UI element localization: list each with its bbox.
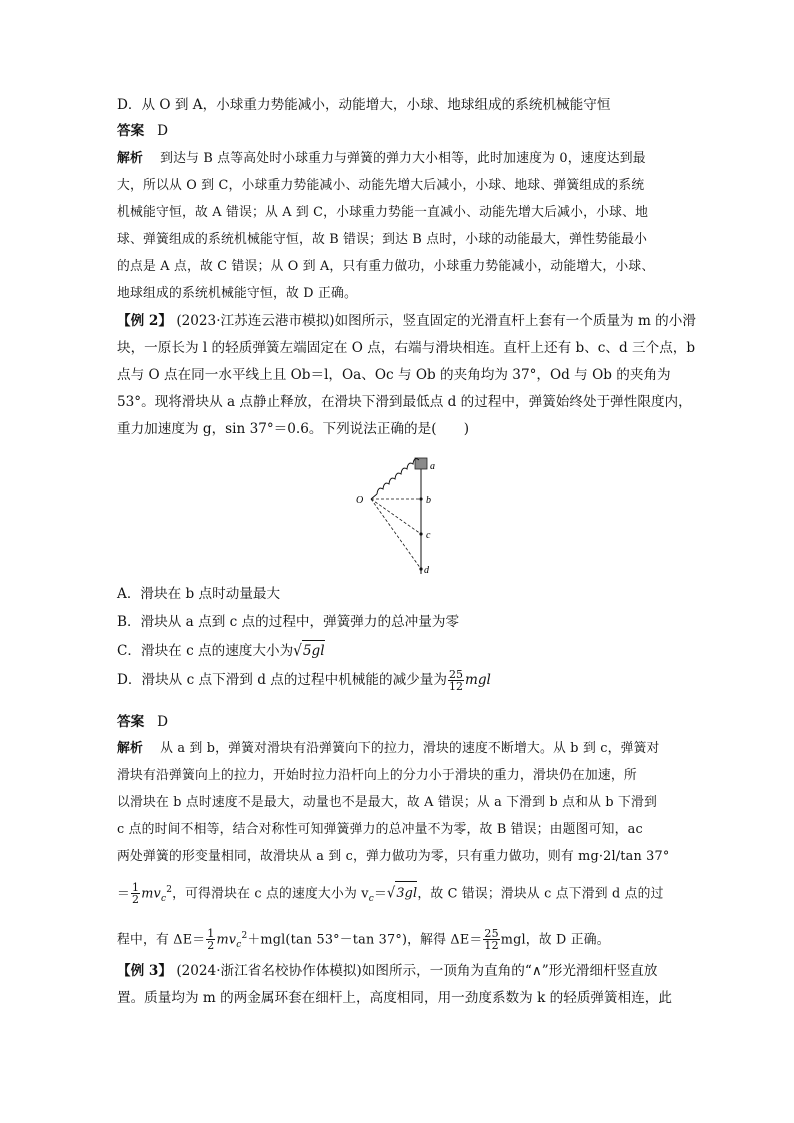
analysis-2-equation-2: 程中，有 ΔE＝ $\frac{1}{2}$ $mv_c^2+mgl(\tan$ 53°－tan 37°)，解得 ΔE＝ $\frac{25}{12}$ mgl，故 D 正确。	[117, 927, 610, 953]
option-c-root: 5gl	[302, 640, 325, 661]
option-d-fraction: $\frac{25}{12}$	[448, 668, 463, 693]
analysis-2-line: 滑块有沿弹簧向上的拉力，开始时拉力沿杆向上的分力小于滑块的重力，滑块仍在加速，所	[117, 768, 637, 783]
analysis-1-label: 解析	[117, 151, 143, 166]
example-2-line: 重力加速度为 g，sin 37°＝0.6。下列说法正确的是( )	[117, 421, 470, 437]
dashed-line-Od	[371, 499, 421, 569]
analysis-1-line: 机械能守恒，故 A 错误；从 A 到 C，小球重力势能一直减小、动能先增大后减小，小球、地	[117, 205, 649, 220]
option-c: C．滑块在 c 点的速度大小为√5gl	[117, 641, 325, 661]
spring	[371, 459, 419, 499]
label-c: c	[426, 530, 431, 541]
option-d: D．滑块从 c 点下滑到 d 点的过程中机械能的减少量为 $\frac{25}{12}$ mgl	[117, 668, 491, 693]
example-3-line: 【例 3】 (2024·浙江省名校协作体模拟)如图所示，一顶角为直角的“∧”形光滑细杆竖直放	[117, 963, 658, 979]
analysis-2-line: c 点的时间不相等，结合对称性可知弹簧弹力的总冲量不为零，故 B 错误；由题图可知，ac	[117, 822, 643, 837]
analysis-1-line: 大，所以从 O 到 C，小球重力势能减小、动能先增大后减小，小球、地球、弹簧组成的系统	[117, 178, 645, 193]
option-b: B．滑块从 a 点到 c 点的过程中，弹簧弹力的总冲量为零	[117, 614, 460, 630]
analysis-2-line: 两处弹簧的形变量相同，故滑块从 a 到 c，弹力做功为零，只有重力做功，则有 mg·2l/tan 37°	[117, 849, 670, 864]
label-O: O	[356, 495, 364, 506]
analysis-1-line: 的点是 A 点，故 C 错误；从 O 到 A，只有重力做功，小球重力势能减小，动能增大，小球、	[117, 259, 655, 274]
analysis-2-equation-1: ＝ $\frac{1}{2}$ $mv_c^2$，可得滑块在 c 点的速度大小为 $v_c=√3gl$，故 C 错误；滑块从 c 点下滑到 d 点的过	[117, 881, 664, 907]
answer-1	[117, 121, 168, 141]
analysis-2-label: 解析	[117, 741, 143, 756]
label-a: a	[430, 461, 435, 472]
answer-1-value: D	[157, 123, 169, 139]
analysis-1-line: 球、弹簧组成的系统机械能守恒，故 B 错误；到达 B 点时，小球的动能最大，弹性势能最小	[117, 232, 648, 247]
answer-1-label: 答案	[117, 123, 145, 139]
prev-option-d: D．从 O 到 A，小球重力势能减小，动能增大，小球、地球组成的系统机械能守恒	[117, 97, 611, 113]
example-3-line: 置。质量均为 m 的两金属环套在细杆上，高度相同，用一劲度系数为 k 的轻质弹簧相连，此	[117, 990, 672, 1006]
analysis-2-line: 解析 从 a 到 b，弹簧对滑块有沿弹簧向下的拉力，滑块的速度不断增大。从 b 到 c，弹簧对	[117, 741, 660, 756]
example-2-line: 点与 O 点在同一水平线上且 Ob＝l，Oa、Oc 与 Ob 的夹角均为 37°，Od 与 Ob 的夹角为	[117, 367, 671, 383]
point-b	[419, 497, 422, 500]
analysis-1-line: 地球组成的系统机械能守恒，故 D 正确。	[117, 286, 357, 301]
option-a: A．滑块在 b 点时动量最大	[117, 586, 281, 602]
slider-block	[415, 458, 427, 469]
example-2-line: 【例 2】 (2023·江苏连云港市模拟)如图所示，竖直固定的光滑直杆上套有一个质量为 m 的小滑	[117, 313, 696, 329]
example-2-line: 53°。现将滑块从 a 点静止释放，在滑块下滑到最低点 d 的过程中，弹簧始终处于弹性限度内，	[117, 394, 692, 410]
label-d: d	[424, 565, 429, 576]
answer-2	[117, 712, 168, 732]
dashed-line-Oc	[371, 499, 421, 534]
example-2-tag: 【例 2】	[117, 313, 172, 329]
example-3-tag: 【例 3】	[117, 963, 172, 979]
label-b: b	[426, 495, 431, 506]
answer-2-value: D	[157, 714, 169, 730]
point-c	[419, 532, 422, 535]
point-d	[419, 567, 422, 570]
analysis-1-line: 解析 到达与 B 点等高处时小球重力与弹簧的弹力大小相等，此时加速度为 0，速度达到最	[117, 151, 646, 166]
answer-2-label: 答案	[117, 714, 145, 730]
spring-rod-figure	[350, 452, 450, 580]
example-2-line: 块，一原长为 l 的轻质弹簧左端固定在 O 点，右端与滑块相连。直杆上还有 b、c、d 三个点，b	[117, 340, 696, 356]
analysis-2-line: 以滑块在 b 点时速度不是最大，动量也不是最大，故 A 错误；从 a 下滑到 b 点和从 b 下滑到	[117, 795, 658, 810]
